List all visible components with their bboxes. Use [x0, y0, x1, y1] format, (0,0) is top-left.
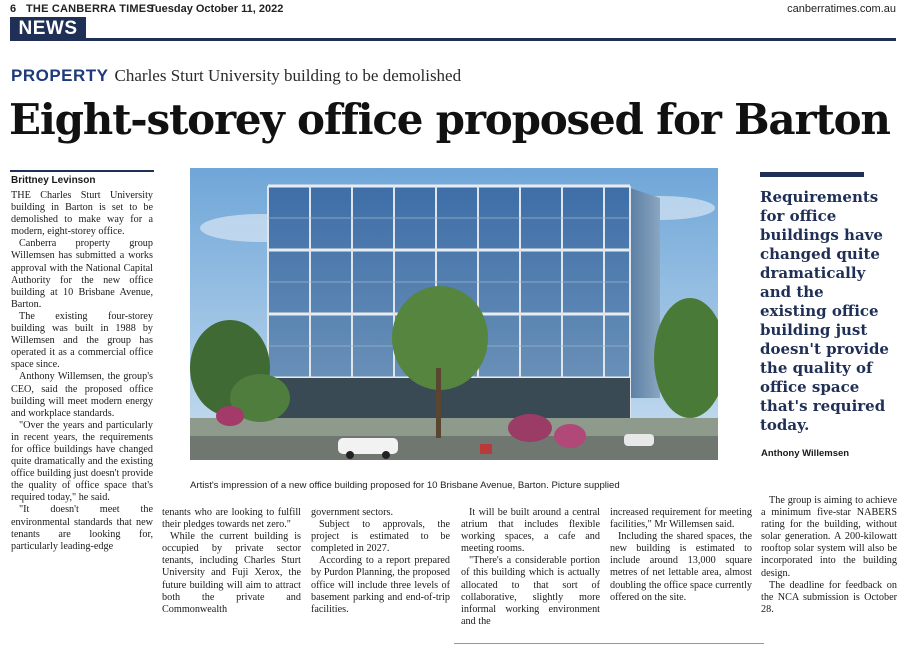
pull-quote-rule [760, 172, 864, 177]
paragraph: "There's a considerable portion of this building which is actually allocated to that sort of collaborative, slightly more informal working environment and the [461, 555, 600, 627]
office-building-rendering [190, 168, 718, 460]
paragraph: The deadline for feedback on the NCA submission is October 28. [761, 579, 897, 615]
kicker [11, 66, 461, 86]
paragraph: increased requirement for meeting facilities," Mr Willemsen said. [610, 507, 752, 531]
headline: Eight-storey office proposed for Barton [9, 95, 890, 144]
byline: Brittney Levinson [11, 175, 96, 186]
paragraph: Subject to approvals, the project is estimated to be completed in 2027. [311, 519, 450, 555]
paragraph: According to a report prepared by Purdon Planning, the proposed office will include three levels of basement parking and end-of-trip facilities. [311, 555, 450, 615]
pull-quote: Requirements for office buildings have changed quite dramatically and the existing office building just doesn't provide the quality of office space that's required today. [760, 188, 889, 434]
page-number: 6 [10, 3, 17, 15]
paragraph: While the current building is occupied by private sector tenants, including Charles Sturt University and Fuji Xerox, the future building will aim to attract both the private and Commonwealth [162, 531, 301, 615]
section-rule [10, 38, 896, 41]
paragraph: government sectors. [311, 507, 394, 518]
paragraph: Canberra property group Willemsen has submitted a works approval with the National Capital Authority for the new office building at 10 Brisbane Avenue, Barton. [11, 238, 153, 310]
paragraph: "Over the years and particularly in recent years, the requirements for office buildings have changed quite dramatically and the existing office building just doesn't provide the quality of office space that's required today," he said. [11, 419, 153, 504]
paragraph: It will be built around a central atrium that includes flexible working spaces, a cafe and meeting rooms. [461, 507, 600, 555]
byline-rule [10, 170, 154, 172]
paragraph: Anthony Willemsen, the group's CEO, said the proposed office building will meet modern energy and workplace standards. [11, 371, 153, 419]
kicker-label: PROPERTY [11, 66, 109, 85]
paragraph: The existing four-storey building was built in 1988 by Willemsen and the group has operated it as a commercial office space since. [11, 310, 153, 371]
article-column-1 [11, 190, 153, 640]
paragraph: "It doesn't meet the environmental standards that new tenants are looking for, particularly leading-edge [11, 504, 153, 552]
paragraph: THE Charles Sturt University building in Barton is set to be demolished to make way for a modern, eight-storey office. [11, 190, 153, 238]
website-url[interactable]: canberratimes.com.au [787, 3, 896, 15]
article-column-2 [162, 507, 301, 641]
article-column-6 [761, 495, 897, 641]
section-label: NEWS [10, 17, 86, 41]
page-header [10, 3, 896, 19]
paragraph: Including the shared spaces, the new building is estimated to include around 13,000 square metres of net lettable area, almost doubling the office space currently offered on the site. [610, 531, 752, 603]
publication-name: THE CANBERRA TIMES [26, 3, 154, 15]
photo-caption: Artist's impression of a new office building proposed for 10 Brisbane Avenue, Barton. Picture supplied [190, 480, 620, 491]
pull-quote-attribution: Anthony Willemsen [761, 448, 850, 459]
paragraph: The group is aiming to achieve a minimum five-star NABERS rating for the building, without solar generation. A 200-kilowatt rooftop solar system will also be incorporated into the building design. [761, 495, 897, 579]
paragraph: tenants who are looking to fulfill their pledges towards net zero." [162, 507, 301, 531]
article-column-5 [610, 507, 752, 641]
kicker-text: Charles Sturt University building to be demolished [114, 66, 462, 85]
article-column-4 [461, 507, 600, 641]
bottom-rule [454, 643, 764, 644]
article-column-3 [311, 507, 450, 641]
issue-date: Tuesday October 11, 2022 [149, 3, 284, 15]
building-photo [190, 168, 718, 460]
